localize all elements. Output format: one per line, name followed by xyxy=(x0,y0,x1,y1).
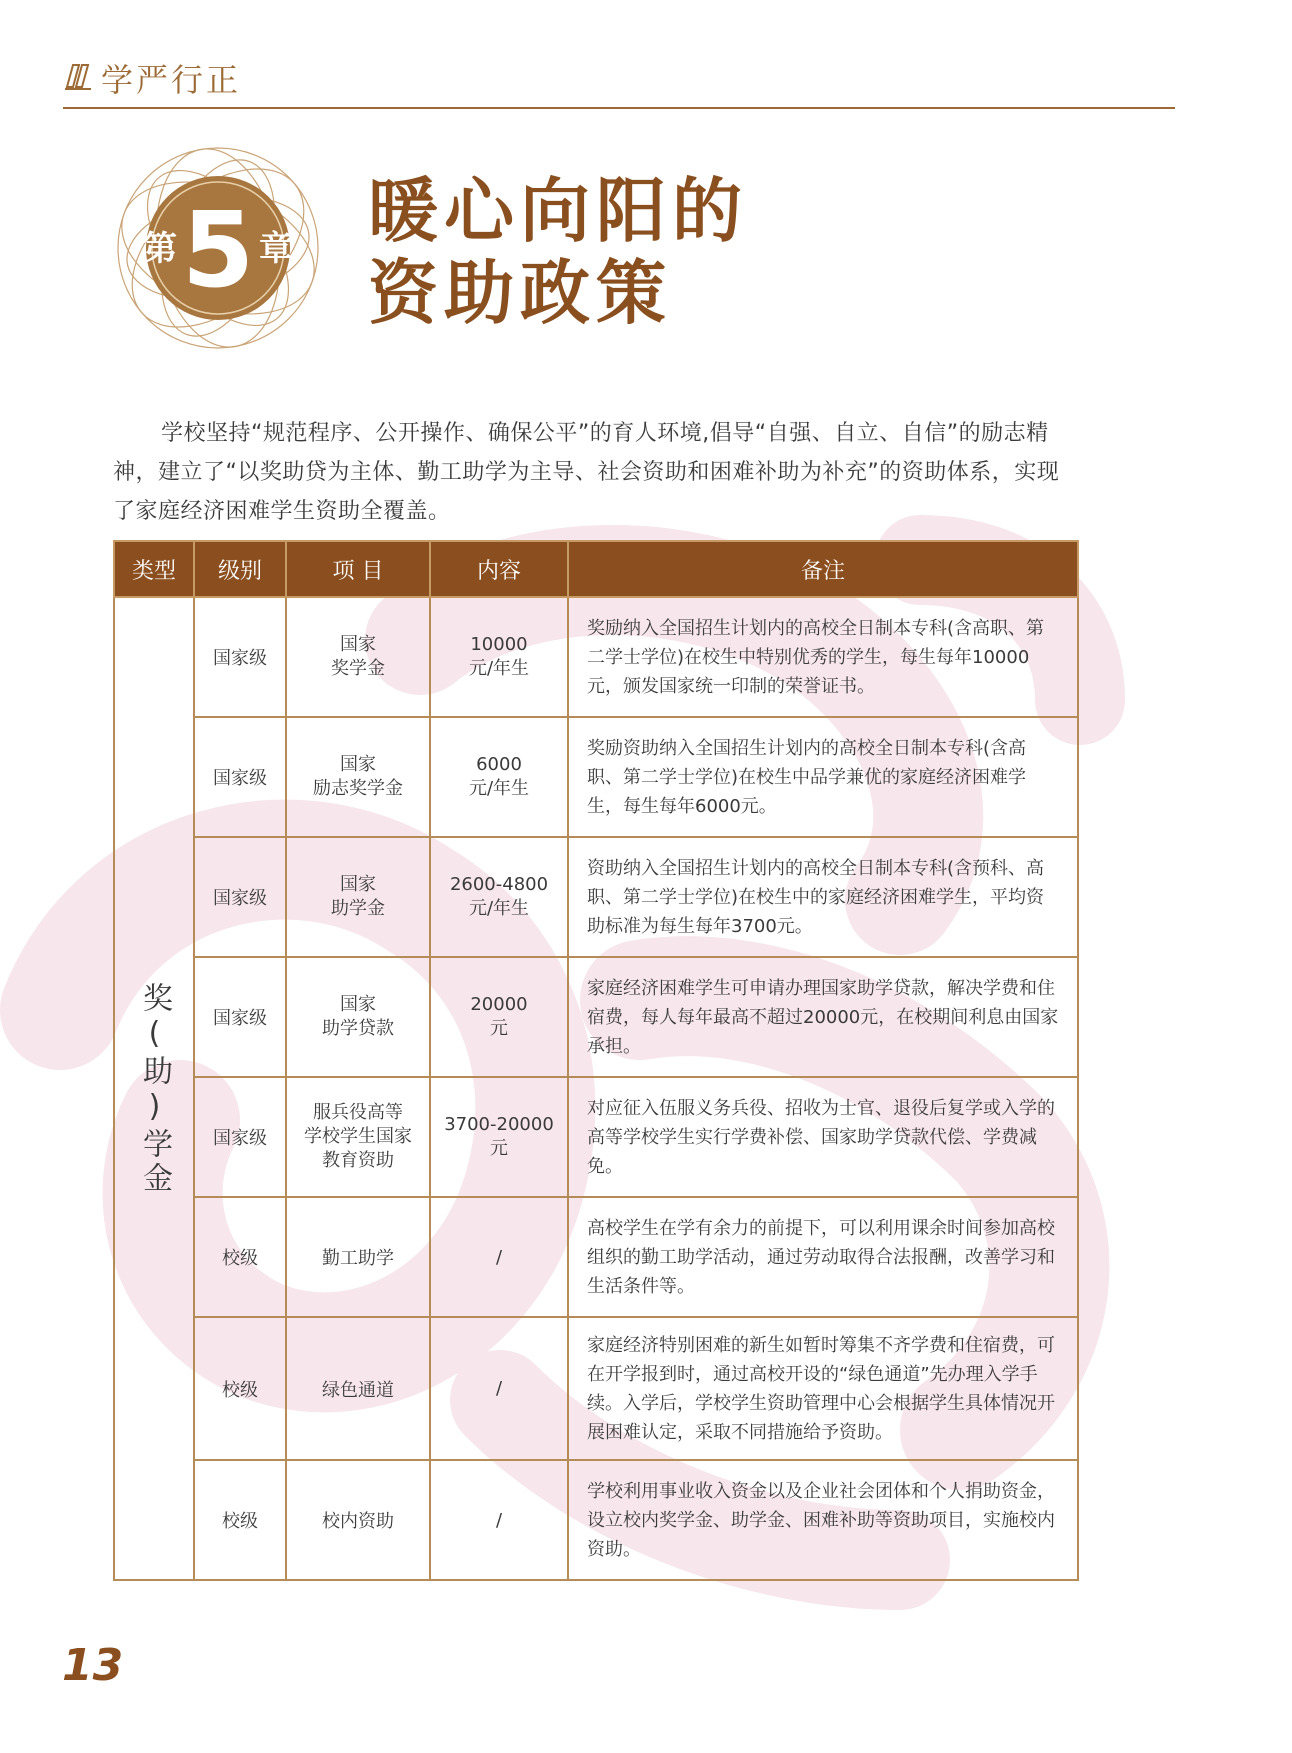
chapter-badge xyxy=(108,138,328,358)
content-line: 元/年生 xyxy=(468,778,530,799)
level-cell: 校级 xyxy=(194,1197,286,1317)
level-cell: 国家级 xyxy=(194,597,286,717)
level-cell: 校级 xyxy=(194,1460,286,1580)
level-cell: 国家级 xyxy=(194,957,286,1077)
note-cell: 奖励纳入全国招生计划内的高校全日制本专科(含高职、第二学士学位)在校生中特别优秀的学生，每生每年10000元，颁发国家统一印制的荣誉证书。 xyxy=(568,597,1078,717)
table-row xyxy=(114,957,1078,1077)
content-cell xyxy=(430,597,568,717)
item-line: 教育资助 xyxy=(322,1150,394,1171)
note-cell: 家庭经济特别困难的新生如暂时筹集不齐学费和住宿费，可在开学报到时，通过高校开设的“绿色通道”先办理入学手续。入学后，学校学生资助管理中心会根据学生具体情况开展困难认定，采取不同措施给予资助。 xyxy=(568,1317,1078,1460)
item-line: 国家 xyxy=(340,754,376,775)
item-cell xyxy=(286,957,430,1077)
content-cell: / xyxy=(430,1197,568,1317)
header-title: 学严行正 xyxy=(101,61,242,99)
content-line: 元/年生 xyxy=(468,898,530,919)
content-line: 2600-4800 xyxy=(449,874,549,895)
level-cell: 国家级 xyxy=(194,1077,286,1197)
item-cell: 绿色通道 xyxy=(286,1317,430,1460)
item-cell xyxy=(286,1077,430,1197)
book-icon xyxy=(63,61,93,91)
content-line: 元 xyxy=(490,1138,508,1159)
level-cell: 国家级 xyxy=(194,837,286,957)
header-content: 内容 xyxy=(430,541,568,597)
item-cell: 勤工助学 xyxy=(286,1197,430,1317)
table-row xyxy=(114,1077,1078,1197)
header-level: 级别 xyxy=(194,541,286,597)
content-cell xyxy=(430,837,568,957)
content-line: 3700-20000 xyxy=(444,1114,554,1135)
item-line: 学校学生国家 xyxy=(304,1126,412,1147)
item-cell: 校内资助 xyxy=(286,1460,430,1580)
table-row xyxy=(114,1460,1078,1580)
item-line: 国家 xyxy=(340,994,376,1015)
content-line: 元/年生 xyxy=(468,658,530,679)
note-cell: 家庭经济困难学生可申请办理国家助学贷款，解决学费和住宿费，每人每年最高不超过20000元，在校期间利息由国家承担。 xyxy=(568,957,1078,1077)
level-cell: 校级 xyxy=(194,1317,286,1460)
item-line: 助学金 xyxy=(331,898,385,919)
table-row xyxy=(114,1317,1078,1460)
table-row xyxy=(114,837,1078,957)
note-cell: 资助纳入全国招生计划内的高校全日制本专科(含预科、高职、第二学士学位)在校生中的家庭经济困难学生，平均资助标准为每生每年3700元。 xyxy=(568,837,1078,957)
table-row xyxy=(114,597,1078,717)
chapter-prefix: 第 xyxy=(143,229,177,269)
item-cell xyxy=(286,837,430,957)
chapter-title-line2: 资助政策 xyxy=(368,251,672,334)
note-cell: 对应征入伍服义务兵役、招收为士官、退役后复学或入学的高等学校学生实行学费补偿、国家助学贷款代偿、学费减免。 xyxy=(568,1077,1078,1197)
item-line: 国家 xyxy=(340,634,376,655)
level-cell: 国家级 xyxy=(194,717,286,837)
header-note: 备注 xyxy=(568,541,1078,597)
item-line: 励志奖学金 xyxy=(313,778,403,799)
item-line: 助学贷款 xyxy=(322,1018,394,1039)
table-header-row xyxy=(114,541,1078,597)
content-cell: / xyxy=(430,1317,568,1460)
note-cell: 奖励资助纳入全国招生计划内的高校全日制本专科(含高职、第二学士学位)在校生中品学兼优的家庭经济困难学生，每生每年6000元。 xyxy=(568,717,1078,837)
chapter-title-line1: 暖心向阳的 xyxy=(368,169,748,252)
content-cell xyxy=(430,717,568,837)
chapter-number: 5 xyxy=(181,189,255,311)
item-line: 奖学金 xyxy=(331,658,385,679)
content-cell: / xyxy=(430,1460,568,1580)
content-cell xyxy=(430,1077,568,1197)
page-number: 13 xyxy=(62,1640,124,1691)
aid-policy-table xyxy=(113,540,1077,1581)
item-cell xyxy=(286,717,430,837)
content-line: 10000 xyxy=(470,634,528,655)
header-type: 类型 xyxy=(114,541,194,597)
chapter-title xyxy=(368,170,748,334)
table-row xyxy=(114,717,1078,837)
note-cell: 高校学生在学有余力的前提下，可以利用课余时间参加高校组织的勤工助学活动，通过劳动取得合法报酬，改善学习和生活条件等。 xyxy=(568,1197,1078,1317)
table-row xyxy=(114,1197,1078,1317)
type-cell: 奖(助)学金 xyxy=(114,597,194,1580)
note-cell: 学校利用事业收入资金以及企业社会团体和个人捐助资金，设立校内奖学金、助学金、困难补助等资助项目，实施校内资助。 xyxy=(568,1460,1078,1580)
content-cell xyxy=(430,957,568,1077)
chapter-suffix: 章 xyxy=(259,229,293,269)
page-header xyxy=(63,55,1175,109)
item-line: 服兵役高等 xyxy=(313,1102,403,1123)
content-line: 元 xyxy=(490,1018,508,1039)
item-cell xyxy=(286,597,430,717)
intro-paragraph: 学校坚持“规范程序、公开操作、确保公平”的育人环境,倡导“自强、自立、自信”的励志精神，建立了“以奖助贷为主体、勤工助学为主导、社会资助和困难补助为补充”的资助体系，实现了家庭经济困难学生资助全覆盖。 xyxy=(113,421,1060,524)
item-line: 国家 xyxy=(340,874,376,895)
content-line: 20000 xyxy=(470,994,528,1015)
content-line: 6000 xyxy=(476,754,522,775)
header-item: 项 目 xyxy=(286,541,430,597)
